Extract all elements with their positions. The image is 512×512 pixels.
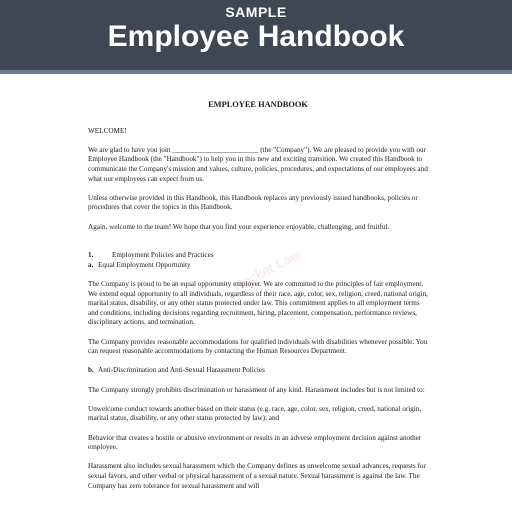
- welcome-heading: WELCOME!: [88, 126, 127, 135]
- document-body: [88, 100, 428, 491]
- section-1-heading: [88, 251, 428, 261]
- sample-label: SAMPLE: [225, 4, 287, 20]
- harassment-quote-2: Behavior that creates a hostile or abusive environment or results in an adverse employment decision against another employee.: [88, 433, 422, 452]
- watermark-logo: Rocket Law: [230, 245, 303, 295]
- replacement-paragraph: Unless otherwise provided in this Handbook, this Handbook replaces any previously issued handbooks, policies or procedures that cover the topics in this Handbook.: [88, 193, 418, 212]
- section-title: Employment Policies and Practices: [112, 251, 214, 260]
- document-title: EMPLOYEE HANDBOOK: [208, 100, 308, 109]
- harassment-paragraph-2: Harassment also includes sexual harassment which the Company defines as unwelcome sexual advances, requests for sexual favors, and other verbal or physical harassment of a sexual nature. Sexual harassment is against the law. The Company has zero tolerance for sexual harassment and will: [88, 462, 426, 490]
- subsection-title: Equal Employment Opportunity: [98, 260, 191, 269]
- welcome-paragraph: Again, welcome to the team! We hope that you find your experience enjoyable, challenging, and fruitful.: [88, 222, 390, 231]
- intro-paragraph: We are glad to have you join ________________________ (the "Company"). We are pleased to provide you with our Employee Handbook (the "Handbook") to help you in this new and exciting transition. We created this Handbook to communicate the Company's mission and values, culture, policies, procedures, and expectations of our employees and what our employees can expect from us.: [88, 145, 428, 183]
- subsection-a-heading: [88, 261, 428, 271]
- subsection-title: Anti-Discrimination and Anti-Sexual Harassment Policies: [98, 366, 265, 375]
- harassment-quote-1: Unwelcome conduct towards another based on their status (e.g. race, age, color, sex, religion, creed, national origin, marital status, disability, or any other status protected by law); and: [88, 404, 422, 423]
- section-number: 1.: [88, 251, 94, 260]
- eeo-paragraph-2: The Company provides reasonable accommodations for qualified individuals with disabilities whenever possible. You can request reasonable accommodations by contacting the Human Resources Department.: [88, 337, 428, 356]
- subsection-b-heading: [88, 366, 428, 376]
- banner-title: Employee Handbook: [107, 20, 405, 53]
- eeo-paragraph-1: The Company is proud to be an equal opportunity employer. We are committed to the principles of fair employment. We extend equal opportunity to all individuals, regardless of their race, age, color, sex, religion, creed, national origin, marital status, disability, or any other status protected under law. This commitment applies to all employment terms and conditions, including decisions regarding recruitment, hiring, placement, compensation, performance reviews, disciplinary actions, and termination.: [88, 280, 428, 327]
- harassment-paragraph-1: The Company strongly prohibits discrimination or harassment of any kind. Harassment includes but is not limited to:: [88, 385, 425, 394]
- sample-banner: [0, 0, 512, 74]
- subsection-letter: a.: [88, 260, 94, 269]
- subsection-letter: b.: [88, 366, 94, 375]
